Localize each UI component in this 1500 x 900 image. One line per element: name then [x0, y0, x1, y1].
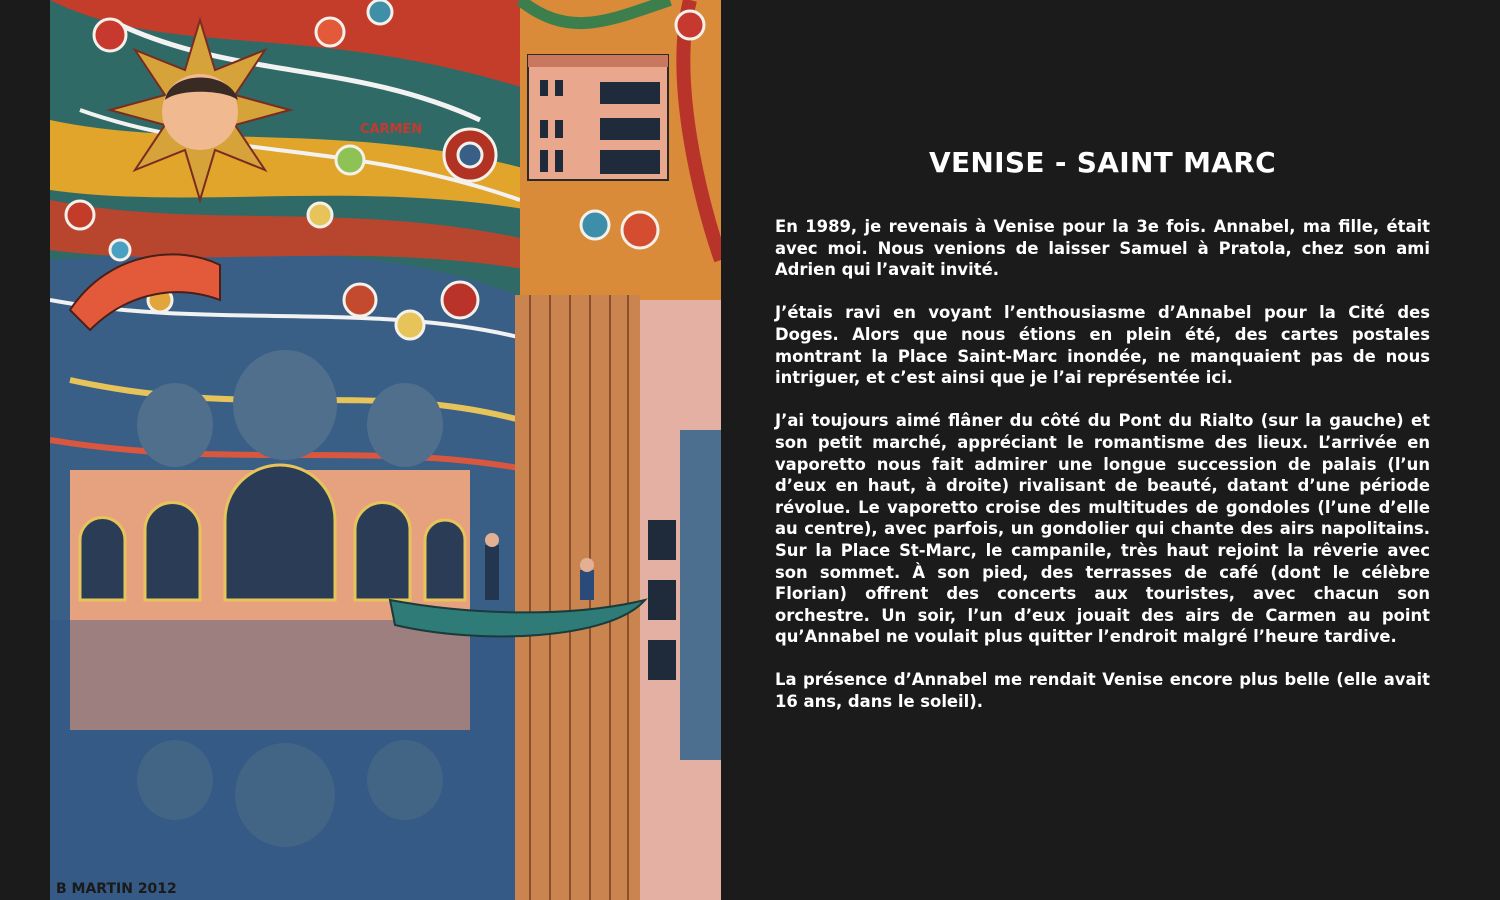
- paragraph: J’étais ravi en voyant l’enthousiasme d’Annabel pour la Cité des Doges. Alors que nous étions en plein été, des cartes postales montrant la Place Saint-Marc inondée, ne manquaient pas de nous intriguer, et c’est ainsi que je l’ai représentée ici.: [775, 303, 1430, 388]
- paragraph: La présence d’Annabel me rendait Venise encore plus belle (elle avait 16 ans, dans le soleil).: [775, 670, 1430, 712]
- painting-signature: B MARTIN 2012: [56, 881, 177, 897]
- page-title: VENISE - SAINT MARC: [929, 146, 1276, 179]
- paragraph: J’ai toujours aimé flâner du côté du Pont du Rialto (sur la gauche) et son petit marché, appréciant le romantisme des lieux. L’arrivée en vaporetto nous fait admirer une longue succession de palais (l’un d’eux en haut, à droite) rivalisant de beauté, datant d’une période révolue. Le vaporetto croise des multitudes de gondoles (l’une d’elle au centre), avec parfois, un gondolier qui chante des airs napolitains. Sur la Place St-Marc, le campanile, très haut rejoint la rêverie avec son sommet. À son pied, des terrasses de café (dont le célèbre Florian) offrent des concerts aux touristes, avec chacun son orchestre. Un soir, l’un d’eux jouait des airs de Carmen au point qu’Annabel ne voulait plus quitter l’endroit malgré l’heure tardive.: [775, 411, 1430, 647]
- story-text: [775, 216, 1430, 734]
- carmen-label: CARMEN: [360, 122, 423, 137]
- text-panel: [775, 0, 1430, 900]
- painting-image: [50, 0, 721, 900]
- paragraph: En 1989, je revenais à Venise pour la 3e fois. Annabel, ma fille, était avec moi. Nous venions de laisser Samuel à Pratola, chez son ami Adrien qui l’avait invité.: [775, 217, 1430, 280]
